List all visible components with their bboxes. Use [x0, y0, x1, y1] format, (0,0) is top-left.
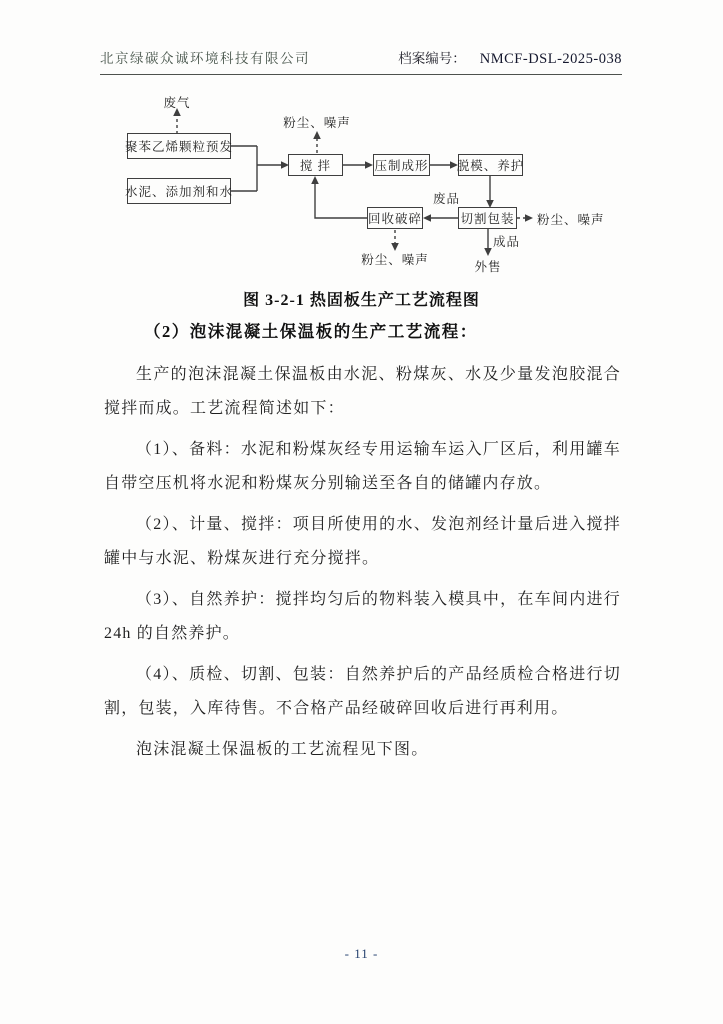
paragraph: （1）、备料：水泥和粉煤灰经专用运输车运入厂区后，利用罐车自带空压机将水泥和粉煤灰分别输送至各自的储罐内存放。 [104, 441, 621, 492]
flowchart-label-dust-noise-mixing: 粉尘、噪声 [283, 116, 351, 130]
page-header [100, 47, 622, 75]
flowchart-box-pre-expand: 聚苯乙烯颗粒预发 [127, 133, 231, 159]
archive-label: 档案编号： [398, 51, 466, 66]
flowchart-box-cement-additive-water: 水泥、添加剂和水 [127, 178, 231, 204]
paragraph: （4）、质检、切割、包装：自然养护后的产品经质检合格进行切割，包装，入库待售。不合格产品经破碎回收后进行再利用。 [104, 666, 621, 717]
paragraph: （2）、计量、搅拌：项目所使用的水、发泡剂经计量后进入搅拌罐中与水泥、粉煤灰进行充分搅拌。 [104, 516, 621, 567]
flowchart-box-demold-curing: 脱模、养护 [458, 154, 523, 176]
paragraph: 泡沫混凝土保温板的工艺流程见下图。 [136, 741, 429, 758]
flowchart-label-dust-noise-cutting: 粉尘、噪声 [537, 213, 605, 227]
flowchart-label-waste-product: 废品 [433, 192, 461, 206]
page-number: - 11 - [344, 946, 379, 961]
flowchart-box-mixing: 搅 拌 [288, 154, 343, 176]
company-name: 北京绿碳众诚环境科技有限公司 [100, 51, 310, 66]
flowchart-box-recycle-crush: 回收破碎 [367, 207, 423, 229]
flowchart-box-cut-packing: 切割包装 [458, 207, 517, 229]
archive-number: NMCF-DSL-2025-038 [479, 51, 622, 67]
paragraph: 生产的泡沫混凝土保温板由水泥、粉煤灰、水及少量发泡胶混合搅拌而成。工艺流程简述如下： [104, 366, 621, 417]
flowchart-label-sold-out: 外售 [474, 260, 502, 274]
paragraph: （3）、自然养护：搅拌均匀后的物料装入模具中，在车间内进行 24h 的自然养护。 [104, 591, 621, 642]
body-content [104, 320, 621, 775]
figure-caption: 图 3-2-1 热固板生产工艺流程图 [243, 292, 480, 309]
flowchart-box-press-forming: 压制成形 [373, 154, 430, 176]
archive-number-block [398, 47, 622, 68]
process-flowchart [100, 88, 623, 285]
flowchart-label-dust-noise-recycle: 粉尘、噪声 [361, 253, 429, 267]
flowchart-label-waste-gas: 废气 [163, 96, 191, 110]
flowchart-label-finished-product: 成品 [493, 235, 521, 249]
section-heading: （2）泡沫混凝土保温板的生产工艺流程： [144, 322, 478, 341]
